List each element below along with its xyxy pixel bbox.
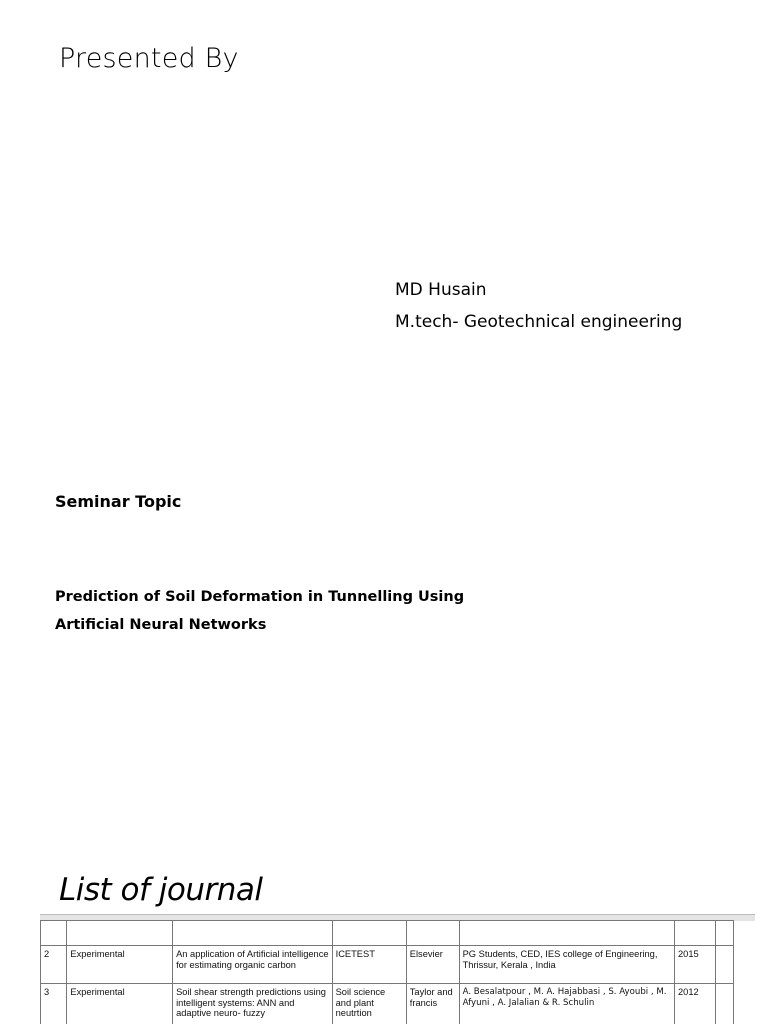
table-cell [715, 984, 733, 1024]
presented-by-heading: Presented By [59, 43, 239, 74]
table-cell [459, 921, 674, 946]
author-program: M.tech- Geotechnical engineering [395, 312, 683, 332]
authors-cell: PG Students, CED, IES college of Engineering, Thrissur, Kerala , India [459, 946, 674, 984]
table-cell [332, 921, 406, 946]
table-row [41, 921, 734, 946]
journal-table [40, 920, 734, 1024]
type-cell: Experimental [67, 984, 173, 1024]
table-cell [67, 921, 173, 946]
table-cell [715, 921, 733, 946]
journal-table-region [40, 914, 768, 1024]
authors-cell: A. Besalatpour , M. A. Hajabbasi , S. Ayoubi , M. Afyuni , A. Jalalian & R. Schulin [459, 984, 674, 1024]
title-cell: An application of Artificial intelligence for estimating organic carbon [173, 946, 333, 984]
journal-list-heading: List of journal [59, 872, 263, 908]
publisher-cell: Elsevier [406, 946, 459, 984]
seminar-topic-label: Seminar Topic [55, 492, 182, 511]
journal-cell: Soil science and plant neutrtion [332, 984, 406, 1024]
type-cell: Experimental [67, 946, 173, 984]
table-cell [715, 946, 733, 984]
year-cell: 2012 [675, 984, 716, 1024]
table-row [41, 946, 734, 984]
table-row [41, 984, 734, 1024]
year-cell: 2015 [675, 946, 716, 984]
journal-cell: ICETEST [332, 946, 406, 984]
title-cell: Soil shear strength predictions using intelligent systems: ANN and adaptive neuro- fuzzy [173, 984, 333, 1024]
table-cell [406, 921, 459, 946]
row-number-cell: 3 [41, 984, 67, 1024]
table-cell [41, 921, 67, 946]
seminar-topic-line-1: Prediction of Soil Deformation in Tunnelling Using [55, 589, 465, 605]
author-name: MD Husain [395, 280, 487, 300]
seminar-topic-line-2: Artificial Neural Networks [55, 617, 267, 633]
table-cell [173, 921, 333, 946]
row-number-cell: 2 [41, 946, 67, 984]
publisher-cell: Taylor and francis [406, 984, 459, 1024]
table-cell [675, 921, 716, 946]
